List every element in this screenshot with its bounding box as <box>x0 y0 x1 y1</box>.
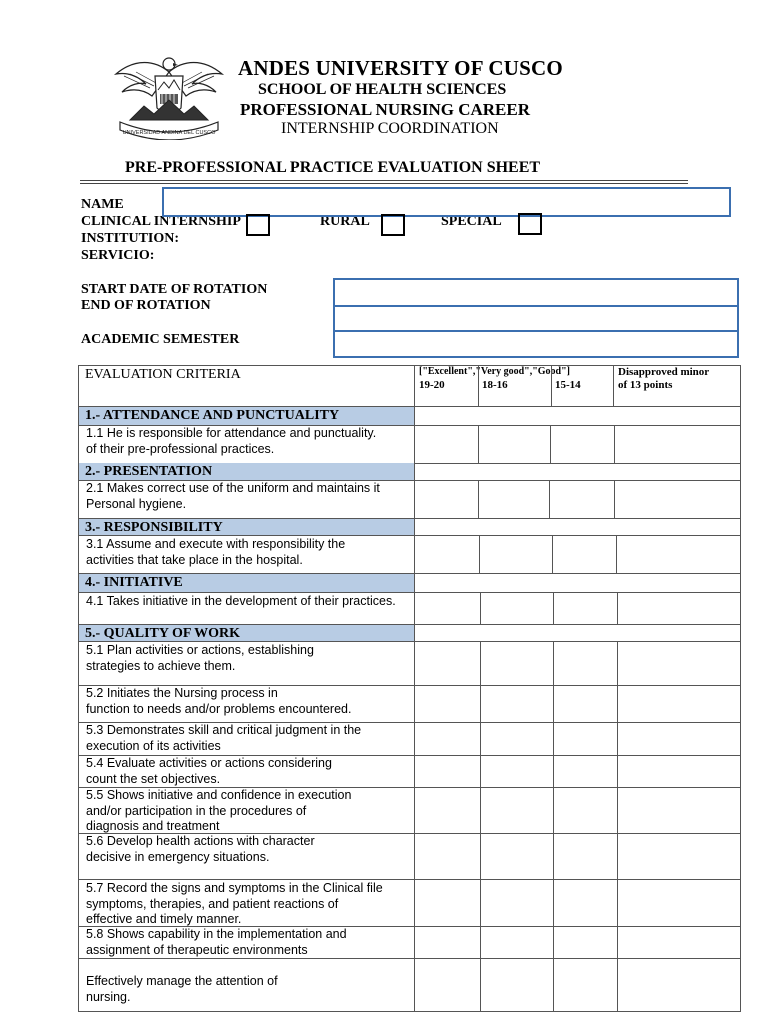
servicio-label: SERVICIO: <box>81 248 155 263</box>
col-disapproved-header-2: of 13 points <box>618 379 673 391</box>
start-date-label: START DATE OF ROTATION <box>81 282 268 297</box>
start-date-input[interactable] <box>333 278 739 307</box>
criteria-header: EVALUATION CRITERIA <box>85 367 241 382</box>
col-divider <box>480 641 481 1012</box>
col-divider <box>614 480 615 518</box>
criterion-5-7: 5.7 Record the signs and symptoms in the Clinical file symptoms, therapies, and patient reactions of effective and timely manner. <box>86 881 383 926</box>
section-responsibility: 3.- RESPONSIBILITY <box>79 519 414 535</box>
grade-names-header: ["Excellent","Very good","Good"] <box>419 366 570 377</box>
criterion-5-1: 5.1 Plan activities or actions, establishing strategies to achieve them. <box>86 643 314 673</box>
col-divider <box>551 365 552 406</box>
col-divider <box>617 641 618 1012</box>
col-divider <box>478 365 479 406</box>
university-seal-logo <box>110 50 228 140</box>
col-divider <box>553 641 554 1012</box>
criterion-5-2: 5.2 Initiates the Nursing process in function to needs and/or problems encountered. <box>86 686 352 716</box>
end-rotation-input[interactable] <box>333 305 739 332</box>
rural-label: RURAL <box>320 214 370 229</box>
col-divider <box>614 425 615 463</box>
col-divider <box>549 480 550 518</box>
rural-checkbox[interactable] <box>381 214 405 236</box>
institution-label: INSTITUTION: <box>81 231 180 246</box>
clinical-internship-checkbox[interactable] <box>246 214 270 236</box>
criterion-5-8: 5.8 Shows capability in the implementation and assignment of therapeutic environments <box>86 927 347 957</box>
col-very-good-header: 18-16 <box>482 379 508 391</box>
sheet-title: PRE-PROFESSIONAL PRACTICE EVALUATION SHEET <box>125 159 541 176</box>
col-divider <box>553 592 554 624</box>
end-rotation-label: END OF ROTATION <box>81 298 211 313</box>
col-divider <box>613 365 614 406</box>
col-divider <box>550 425 551 463</box>
section-attendance: 1.- ATTENDANCE AND PUNCTUALITY <box>79 407 414 425</box>
criterion-5-4: 5.4 Evaluate activities or actions considering count the set objectives. <box>86 756 332 786</box>
criterion-5-5: 5.5 Shows initiative and confidence in execution and/or participation in the procedures of diagnosis and treatment <box>86 788 352 833</box>
row-divider <box>78 879 741 880</box>
row-divider <box>78 641 741 642</box>
section-presentation: 2.- PRESENTATION <box>79 463 414 480</box>
criterion-5-6: 5.6 Develop health actions with character decisive in emergency situations. <box>86 834 315 864</box>
coordination-name: INTERNSHIP COORDINATION <box>281 120 499 137</box>
special-checkbox[interactable] <box>518 213 542 235</box>
col-divider <box>617 592 618 624</box>
criterion-5-3: 5.3 Demonstrates skill and critical judgment in the execution of its activities <box>86 723 362 753</box>
row-divider <box>78 958 741 959</box>
col-divider <box>616 535 617 573</box>
row-divider <box>78 592 741 593</box>
section-initiative: 4.- INITIATIVE <box>79 574 414 592</box>
criterion-1-1: 1.1 He is responsible for attendance and punctuality. of their pre-professional practices. <box>86 426 377 456</box>
academic-semester-label: ACADEMIC SEMESTER <box>81 332 240 347</box>
col-divider <box>478 425 479 463</box>
criterion-3-1: 3.1 Assume and execute with responsibility the activities that take place in the hospital. <box>86 537 346 567</box>
col-divider <box>478 480 479 518</box>
section-quality-of-work: 5.- QUALITY OF WORK <box>79 625 414 641</box>
school-name: SCHOOL OF HEALTH SCIENCES <box>258 81 507 98</box>
col-divider <box>414 365 415 1012</box>
col-excellent-header: 19-20 <box>419 379 445 391</box>
col-disapproved-header: Disapproved minor <box>618 366 710 378</box>
criterion-2-1: 2.1 Makes correct use of the uniform and maintains it Personal hygiene. <box>86 481 380 511</box>
col-divider <box>480 592 481 624</box>
title-rule-bottom <box>80 183 688 184</box>
col-good-header: 15-14 <box>555 379 581 391</box>
career-name: PROFESSIONAL NURSING CAREER <box>240 100 530 119</box>
university-name: ANDES UNIVERSITY OF CUSCO <box>238 56 563 80</box>
clinical-internship-label: CLINICAL INTERNSHIP <box>81 214 241 229</box>
criterion-4-1: 4.1 Takes initiative in the development of their practices. <box>86 594 396 608</box>
col-divider <box>552 535 553 573</box>
academic-semester-input[interactable] <box>333 330 739 358</box>
name-input[interactable] <box>162 187 731 217</box>
row-divider <box>78 535 741 536</box>
special-label: SPECIAL <box>441 214 502 229</box>
criterion-5-9: Effectively manage the attention of nursing. <box>86 974 278 1004</box>
name-label: NAME <box>81 197 124 212</box>
title-rule-top <box>80 180 688 181</box>
col-divider <box>479 535 480 573</box>
svg-text:UNIVERSIDAD ANDINA DEL CUSCO: UNIVERSIDAD ANDINA DEL CUSCO <box>122 130 216 136</box>
